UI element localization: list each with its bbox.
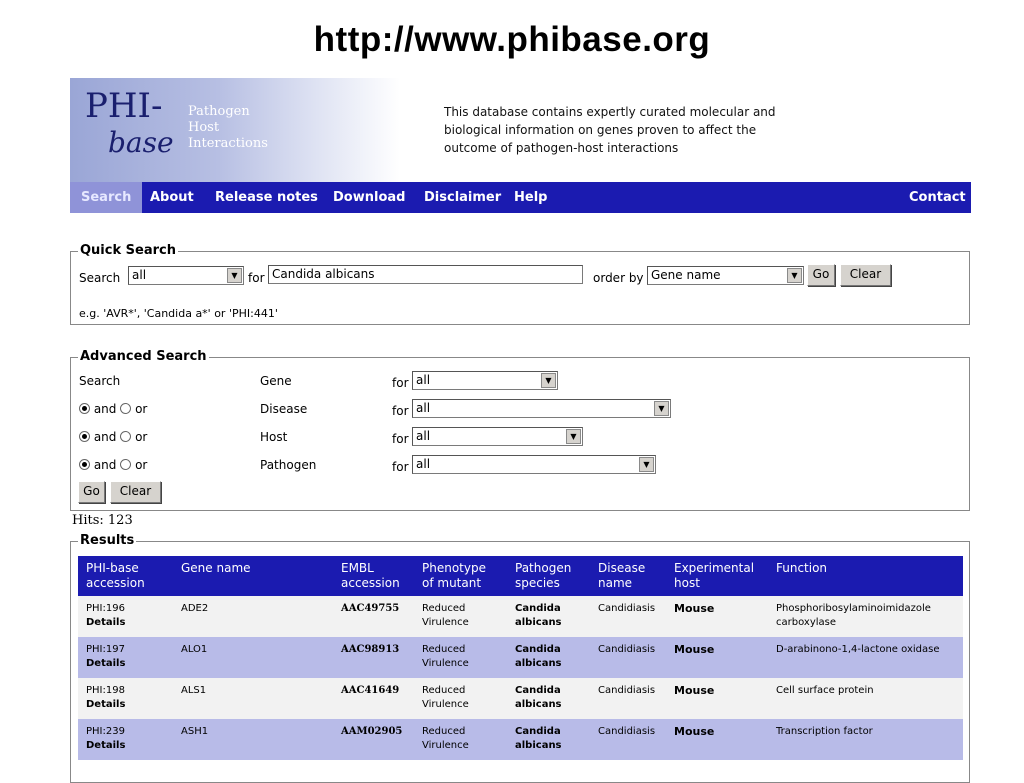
col-line: Disease (598, 561, 646, 575)
col-line: Phenotype (422, 561, 486, 575)
cell-function-line: D-arabinono-1,4-lactone oxidase (776, 644, 940, 655)
cell-host: Mouse (674, 725, 715, 738)
cell-accession-line: PHI:197 (86, 644, 125, 655)
or-label: or (135, 402, 148, 416)
advanced-search-label: Search (79, 374, 121, 388)
cell-disease-line: Candidiasis (598, 726, 656, 737)
col-line: Gene name (181, 561, 251, 575)
col-line: Experimental (674, 561, 755, 575)
chevron-down-icon: ▼ (227, 268, 242, 283)
quick-go-button[interactable]: Go (807, 264, 835, 286)
cell-pathogen-line: Candida (515, 603, 561, 614)
cell-disease-line: Candidiasis (598, 685, 656, 696)
select-value: all (416, 373, 431, 387)
cell-pathogen (515, 643, 562, 671)
cell-pathogen (515, 725, 562, 753)
cell-phenotype (422, 725, 469, 753)
for-label: for (392, 376, 409, 390)
cell-disease (598, 684, 655, 698)
logo-sub-pathogen: Pathogen (188, 104, 250, 119)
cell-function (776, 643, 939, 657)
select-value: all (416, 401, 431, 415)
description-line: outcome of pathogen-host interactions (444, 141, 679, 155)
col-line: of mutant (422, 576, 482, 590)
cell-embl[interactable]: AAM02905 (341, 726, 403, 737)
cell-function-line: carboxylase (776, 617, 836, 628)
cell-phenotype (422, 684, 469, 712)
cell-phenotype-line: Reduced (422, 603, 466, 614)
nav-help[interactable]: Help (514, 190, 548, 205)
col-line: name (598, 576, 633, 590)
cell-disease (598, 602, 655, 616)
cell-accession-line[interactable]: Details (86, 740, 126, 751)
cell-accession-line[interactable]: Details (86, 658, 126, 669)
col-phenotype (422, 561, 486, 591)
cell-accession-line[interactable]: Details (86, 617, 126, 628)
description-line: This database contains expertly curated molecular and (444, 105, 776, 119)
cell-phenotype-line: Virulence (422, 617, 469, 628)
cell-function-line: Phosphoribosylaminoimidazole (776, 603, 931, 614)
select-value: Gene name (651, 268, 721, 282)
chevron-down-icon: ▼ (639, 457, 654, 472)
col-line: species (515, 576, 560, 590)
logo-sub-host: Host (188, 120, 220, 135)
cell-gene-line: ALO1 (181, 644, 208, 655)
cell-gene-line: ALS1 (181, 685, 207, 696)
search-example: e.g. 'AVR*', 'Candida a*' or 'PHI:441' (79, 307, 278, 320)
cell-accession (86, 643, 125, 671)
cell-phenotype-line: Virulence (422, 699, 469, 710)
cell-gene (181, 725, 208, 739)
nav-download[interactable]: Download (333, 190, 406, 205)
quick-clear-button[interactable]: Clear (840, 264, 891, 286)
cell-function (776, 602, 931, 630)
col-host (674, 561, 754, 591)
cell-disease (598, 725, 655, 739)
nav-release-notes[interactable]: Release notes (215, 190, 318, 205)
for-label: for (392, 460, 409, 474)
cell-gene-line: ADE2 (181, 603, 209, 614)
logo-phi-text: PHI- (85, 86, 163, 126)
for-label: for (392, 432, 409, 446)
col-line: Function (776, 561, 828, 575)
chevron-down-icon: ▼ (566, 429, 581, 444)
advanced-search-legend: Advanced Search (80, 349, 207, 364)
cell-accession-line: PHI:196 (86, 603, 125, 614)
cell-host: Mouse (674, 643, 715, 656)
cell-pathogen-line: Candida (515, 685, 561, 696)
cell-phenotype-line: Reduced (422, 726, 466, 737)
cell-pathogen (515, 602, 562, 630)
cell-accession-line[interactable]: Details (86, 699, 126, 710)
cell-embl[interactable]: AAC41649 (341, 685, 400, 696)
and-radio[interactable] (79, 431, 90, 442)
cell-gene (181, 684, 206, 698)
site-description (444, 103, 804, 157)
col-line: host (674, 576, 700, 590)
description-line: biological information on genes proven to affect the (444, 123, 757, 137)
advanced-go-button[interactable]: Go (78, 481, 105, 503)
or-radio[interactable] (120, 403, 131, 414)
table-row (78, 596, 963, 637)
hits-count: Hits: 123 (72, 513, 133, 528)
for-label: for (248, 271, 265, 285)
logo-subtitle (188, 104, 268, 152)
and-label: and (93, 458, 117, 472)
page-title: http://www.phibase.org (313, 20, 711, 59)
table-row (78, 719, 963, 760)
cell-disease-line: Candidiasis (598, 603, 656, 614)
cell-accession-line: PHI:239 (86, 726, 125, 737)
and-radio[interactable] (79, 459, 90, 470)
cell-phenotype-line: Virulence (422, 740, 469, 751)
table-row (78, 678, 963, 719)
select-value: all (416, 429, 431, 443)
cell-function-line: Transcription factor (776, 726, 873, 737)
cell-host: Mouse (674, 602, 715, 615)
cell-gene (181, 602, 208, 616)
and-radio[interactable] (79, 403, 90, 414)
quick-search-field-select[interactable] (128, 266, 244, 285)
cell-phenotype-line: Reduced (422, 644, 466, 655)
cell-host: Mouse (674, 684, 715, 697)
cell-pathogen-line: albicans (515, 740, 562, 751)
bool-disease (79, 402, 147, 416)
for-label: for (392, 404, 409, 418)
or-label: or (135, 458, 148, 472)
select-value: all (416, 457, 431, 471)
or-label: or (135, 430, 148, 444)
logo-sub-interactions: Interactions (188, 136, 268, 151)
quick-search-label: Search (79, 271, 121, 285)
cell-function (776, 725, 873, 739)
chevron-down-icon: ▼ (787, 268, 802, 283)
col-line: Pathogen (515, 561, 572, 575)
order-by-label: order by (593, 271, 644, 285)
cell-phenotype (422, 602, 469, 630)
cell-disease-line: Candidiasis (598, 644, 656, 655)
pathogen-select[interactable] (412, 455, 656, 474)
col-line: PHI-base (86, 561, 139, 575)
cell-phenotype-line: Reduced (422, 685, 466, 696)
gene-select[interactable] (412, 371, 558, 390)
or-radio[interactable] (120, 459, 131, 470)
nav-contact[interactable]: Contact (909, 190, 966, 205)
chevron-down-icon: ▼ (541, 373, 556, 388)
cell-pathogen-line: Candida (515, 644, 561, 655)
host-select[interactable] (412, 427, 583, 446)
field-label-pathogen: Pathogen (260, 458, 317, 472)
cell-accession-line: PHI:198 (86, 685, 125, 696)
nav-bar (70, 182, 971, 213)
cell-function (776, 684, 874, 698)
cell-pathogen-line: albicans (515, 617, 562, 628)
bool-host (79, 430, 147, 444)
advanced-clear-button[interactable]: Clear (110, 481, 161, 503)
col-embl (341, 561, 400, 591)
cell-accession (86, 725, 125, 753)
cell-embl[interactable]: AAC98913 (341, 644, 400, 655)
cell-pathogen-line: albicans (515, 658, 562, 669)
and-label: and (93, 402, 117, 416)
results-legend: Results (80, 533, 135, 548)
cell-pathogen-line: albicans (515, 699, 562, 710)
cell-disease (598, 643, 655, 657)
field-label-host: Host (260, 430, 288, 444)
cell-function-line: Cell surface protein (776, 685, 874, 696)
chevron-down-icon: ▼ (654, 401, 669, 416)
nav-disclaimer[interactable]: Disclaimer (424, 190, 502, 205)
or-radio[interactable] (120, 431, 131, 442)
cell-pathogen (515, 684, 562, 712)
col-disease (598, 561, 645, 591)
col-gene-name (181, 561, 251, 576)
and-label: and (93, 430, 117, 444)
col-line: accession (341, 576, 400, 590)
col-line: EMBL (341, 561, 374, 575)
col-function (776, 561, 827, 576)
cell-pathogen-line: Candida (515, 726, 561, 737)
cell-gene-line: ASH1 (181, 726, 209, 737)
nav-about[interactable]: About (150, 190, 194, 205)
col-line: accession (86, 576, 145, 590)
table-row (78, 637, 963, 678)
cell-accession (86, 684, 125, 712)
cell-gene (181, 643, 207, 657)
field-label-gene: Gene (260, 374, 292, 388)
col-accession (86, 561, 145, 591)
results-header-row (78, 556, 963, 596)
disease-select[interactable] (412, 399, 671, 418)
col-pathogen (515, 561, 571, 591)
cell-accession (86, 602, 125, 630)
field-label-disease: Disease (260, 402, 308, 416)
order-by-select[interactable] (647, 266, 804, 285)
cell-embl[interactable]: AAC49755 (341, 603, 400, 614)
nav-search[interactable]: Search (70, 182, 142, 213)
cell-phenotype-line: Virulence (422, 658, 469, 669)
quick-search-legend: Quick Search (80, 243, 176, 258)
cell-phenotype (422, 643, 469, 671)
bool-pathogen (79, 458, 147, 472)
select-value: all (132, 268, 147, 282)
query-input[interactable]: Candida albicans (268, 265, 583, 284)
logo-base-text: base (108, 126, 174, 159)
